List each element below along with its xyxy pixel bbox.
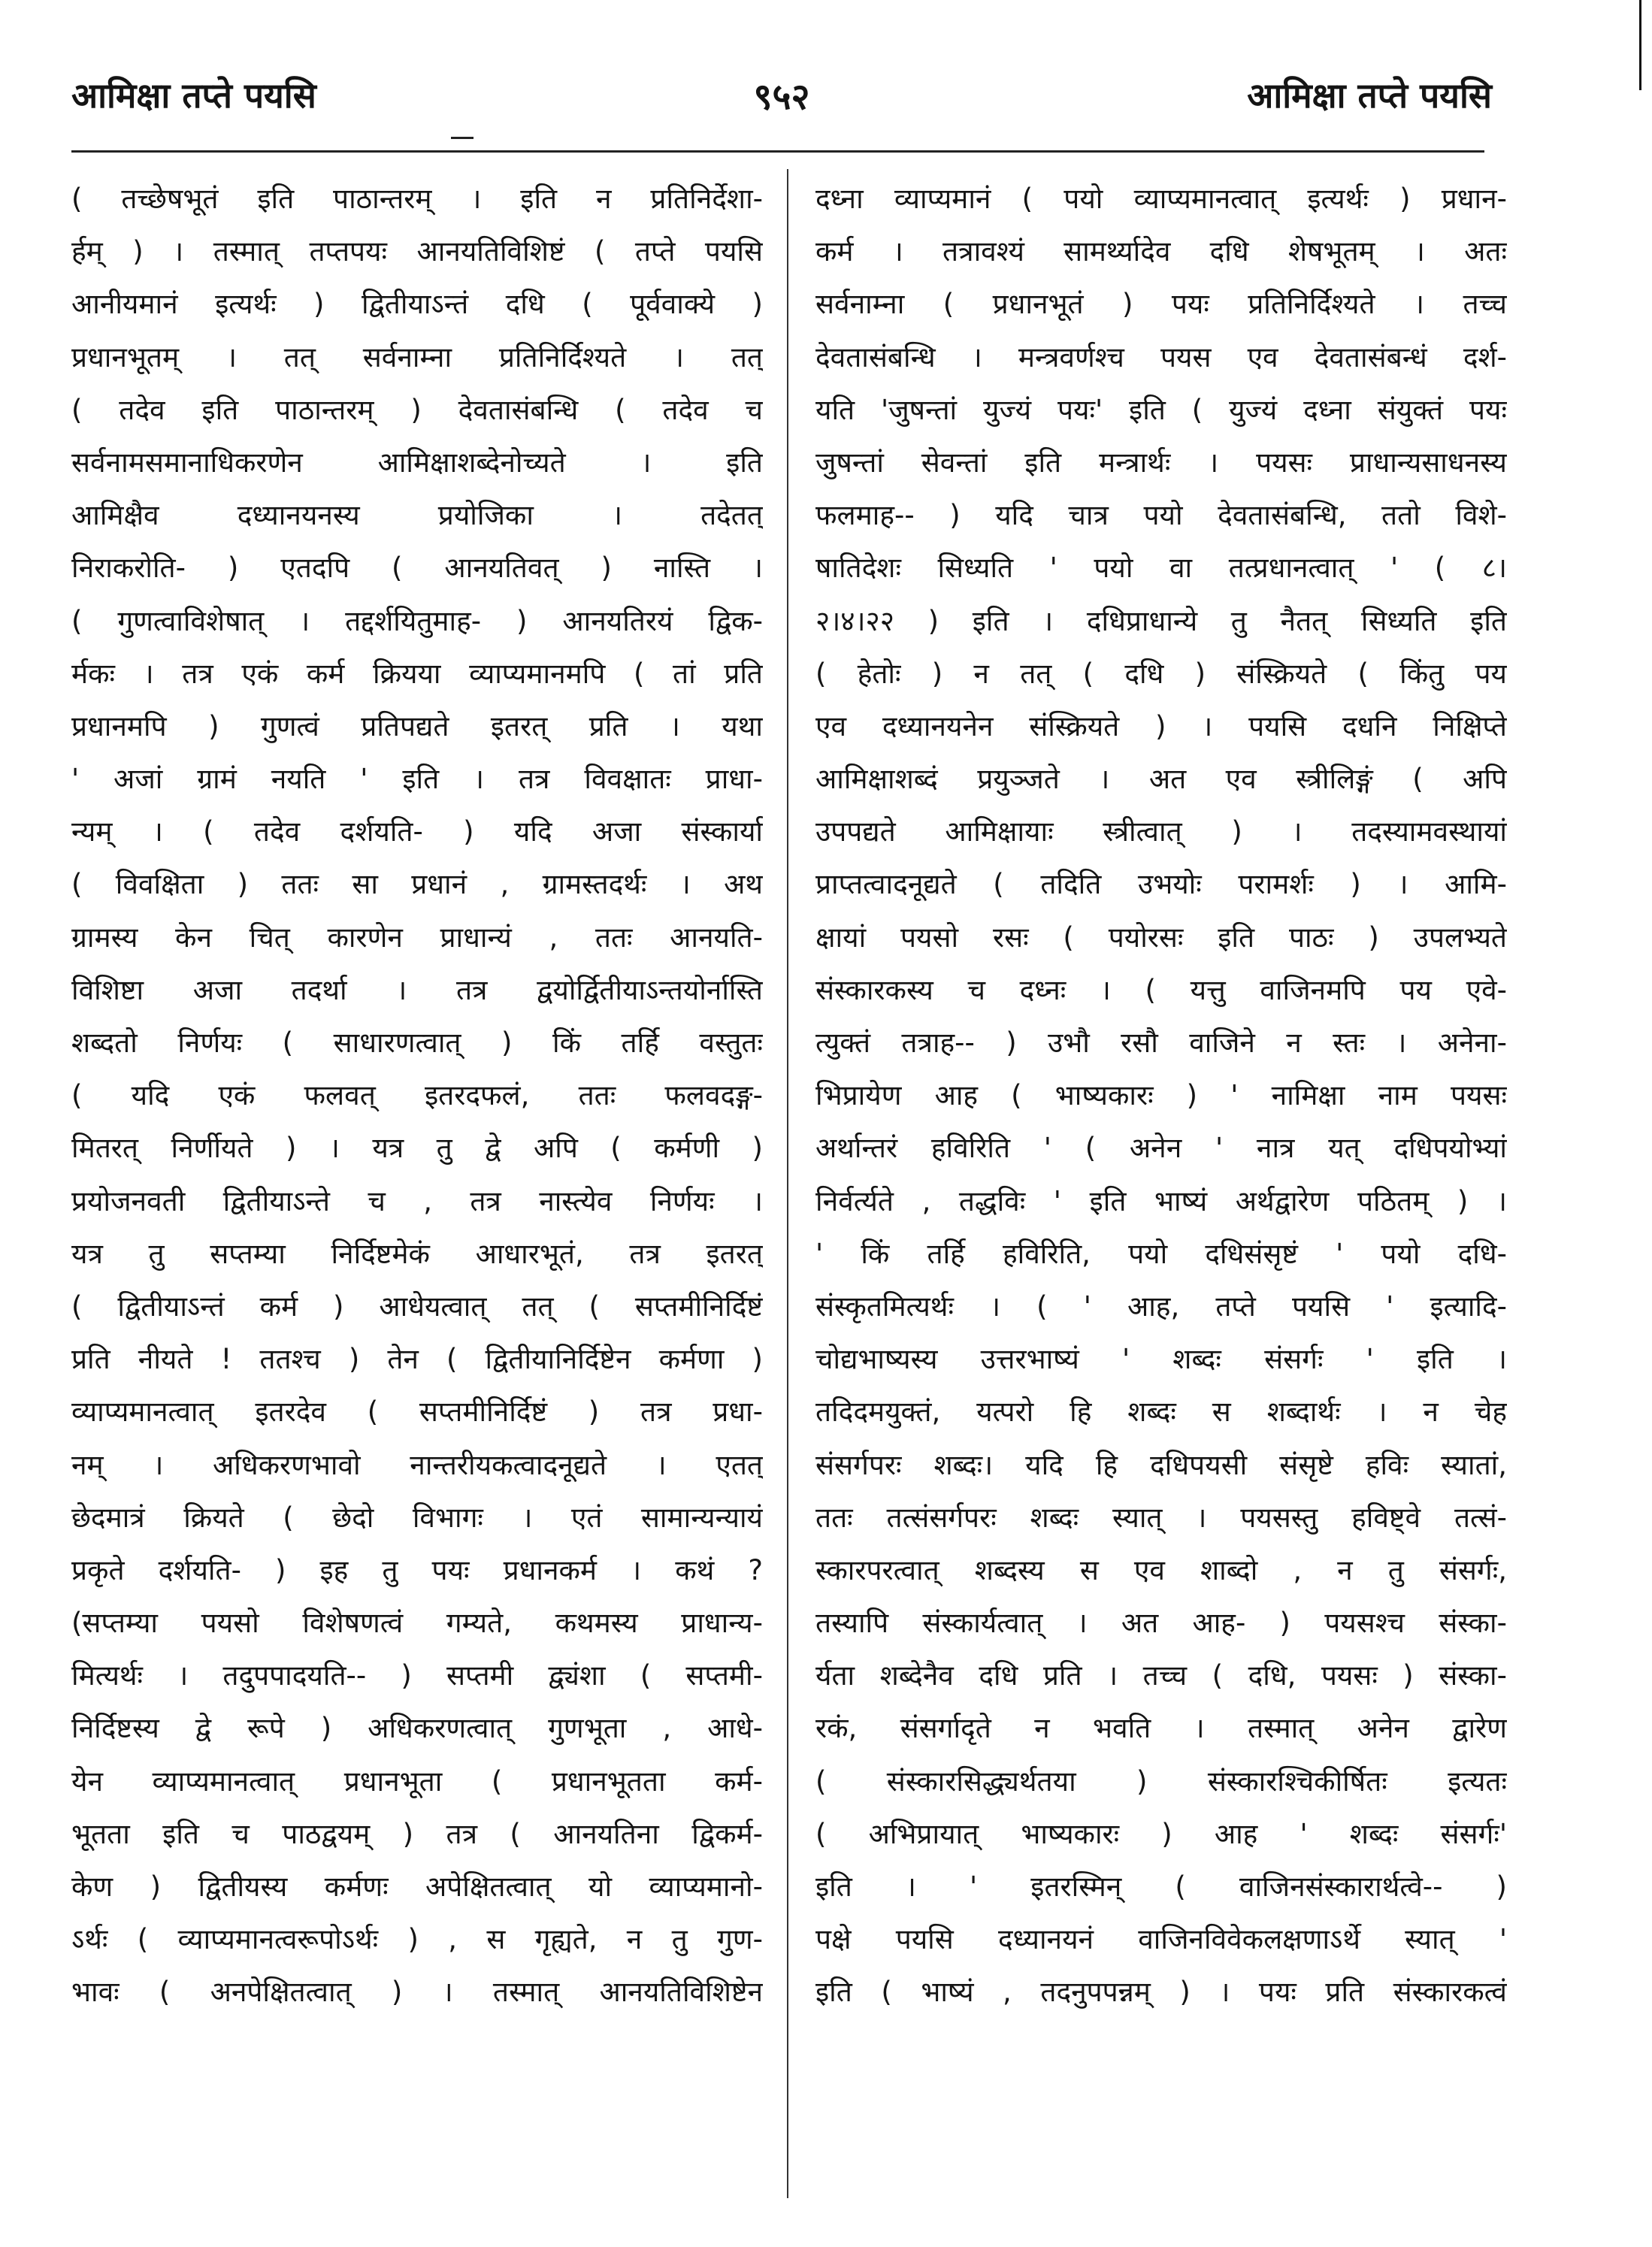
header-tick-mark: [451, 137, 474, 139]
text-line: भिप्रायेण आह ( भाष्यकारः ) ' नामिक्षा नाम पयसः: [815, 1079, 1507, 1112]
text-line: ( हेतोः ) न तत् ( दधि ) संस्क्रियते ( किंतु पय: [815, 657, 1507, 690]
text-line: एव दध्यानयनेन संस्क्रियते ) । पयसि दधनि निक्षिप्ते: [815, 709, 1507, 742]
text-line: प्रयोजनवती द्वितीयाऽन्ते च , तत्र नास्त्येव निर्णयः ।: [71, 1184, 763, 1217]
text-line: आमिक्षाशब्दं प्रयुञ्जते । अत एव स्त्रीलिङ्गं ( अपि: [815, 763, 1507, 796]
text-line: ( संस्कारसिद्ध्यर्थतया ) संस्कारश्चिकीर्षितः इत्यतः: [815, 1765, 1507, 1798]
text-line: ( द्वितीयाऽन्तं कर्म ) आधेयत्वात् तत् ( सप्तमीनिर्दिष्टं: [71, 1290, 763, 1323]
text-line: ( गुणत्वाविशेषात् । तद्दर्शयितुमाह- ) आनयतिरयं द्विक-: [71, 604, 763, 637]
text-line: त्युक्तं तत्राह-- ) उभौ रसौ वाजिने न स्तः । अनेना-: [815, 1027, 1507, 1059]
text-line: भूतता इति च पाठद्वयम् ) तत्र ( आनयतिना द्विकर्म-: [71, 1817, 763, 1850]
text-line: इति । ' इतरस्मिन् ( वाजिनसंस्कारार्थत्वे-- ): [815, 1870, 1507, 1903]
text-line: स्कारपरत्वात् शब्दस्य स एव शाब्दो , न तु संसर्गः,: [815, 1553, 1507, 1586]
text-line: ( तच्छेषभूतं इति पाठान्तरम् । इति न प्रतिनिर्देशा-: [71, 183, 763, 215]
text-line: येन व्याप्यमानत्वात् प्रधानभूता ( प्रधानभूतता कर्म-: [71, 1765, 763, 1798]
text-line: विशिष्टा अजा तदर्था । तत्र द्वयोर्द्वितीयाऽन्तयोर्नास्ति: [71, 973, 763, 1006]
running-header-left: आमिक्षा तप्ते पयसि: [71, 75, 316, 116]
text-line: यत्र तु सप्तम्या निर्दिष्टमेकं आधारभूतं, तत्र इतरत्: [71, 1237, 763, 1270]
text-line: प्रधानभूतम् । तत् सर्वनाम्ना प्रतिनिर्दिश्यते । तत्: [71, 340, 763, 373]
text-line: देवतासंबन्धि । मन्त्रवर्णश्च पयस एव देवतासंबन्धं दर्श-: [815, 340, 1507, 373]
text-line: ' किं तर्हि हविरिति, पयो दधिसंसृष्टं ' पयो दधि-: [815, 1237, 1507, 1270]
text-line: संस्कारकस्य च दध्नः । ( यत्तु वाजिनमपि पय एवे-: [815, 973, 1507, 1006]
text-line: र्मकः । तत्र एकं कर्म क्रियया व्याप्यमानमपि ( तां प्रति: [71, 657, 763, 690]
text-line: भावः ( अनपेक्षितत्वात् ) । तस्मात् आनयतिविशिष्टेन: [71, 1976, 763, 2009]
page-number: ९५२: [753, 76, 810, 118]
text-line: ग्रामस्य केन चित् कारणेन प्राधान्यं , ततः आनयति-: [71, 921, 763, 954]
text-line: र्यता शब्देनैव दधि प्रति । तच्च ( दधि, पयसः ) संस्का-: [815, 1659, 1507, 1692]
text-line: केण ) द्वितीयस्य कर्मणः अपेक्षितत्वात् यो व्याप्यमानो-: [71, 1870, 763, 1903]
text-line: प्राप्तत्वादनूद्यते ( तदिति उभयोः परामर्शः ) । आमि-: [815, 868, 1507, 901]
text-line: ' अजां ग्रामं नयति ' इति । तत्र विवक्षातः प्राधा-: [71, 763, 763, 796]
text-line: ( तदेव इति पाठान्तरम् ) देवतासंबन्धि ( तदेव च: [71, 393, 763, 426]
page-header: [71, 71, 1492, 132]
text-line: ऽर्थः ( व्याप्यमानत्वरूपोऽर्थः ) , स गृह्यते, न तु गुण-: [71, 1923, 763, 1956]
text-line: दध्ना व्याप्यमानं ( पयो व्याप्यमानत्वात् इत्यर्थः ) प्रधान-: [815, 183, 1507, 215]
text-line: ( विवक्षिता ) ततः सा प्रधानं , ग्रामस्तदर्थः । अथ: [71, 868, 763, 901]
text-line: निर्वर्त्यते , तद्धविः ' इति भाष्यं अर्थद्वारेण पठितम् ) ।: [815, 1184, 1507, 1217]
text-line: ( अभिप्रायात् भाष्यकारः ) आह ' शब्दः संसर्गः': [815, 1817, 1507, 1850]
text-line: आनीयमानं इत्यर्थः ) द्वितीयाऽन्तं दधि ( पूर्ववाक्ये ): [71, 288, 763, 321]
text-line: यति 'जुषन्तां युज्यं पयः' इति ( युज्यं दध्ना संयुक्तं पयः: [815, 393, 1507, 426]
text-line: सर्वनाम्ना ( प्रधानभूतं ) पयः प्रतिनिर्दिश्यते । तच्च: [815, 288, 1507, 321]
text-line: मितरत् निर्णीयते ) । यत्र तु द्वे अपि ( कर्मणी ): [71, 1132, 763, 1165]
text-line: उपपद्यते आमिक्षायाः स्त्रीत्वात् ) । तदस्यामवस्थायां: [815, 815, 1507, 848]
text-line: न्यम् । ( तदेव दर्शयति- ) यदि अजा संस्कार्या: [71, 815, 763, 848]
text-line: कर्म । तत्रावश्यं सामर्थ्यादेव दधि शेषभूतम् । अतः: [815, 235, 1507, 268]
header-rule: [71, 150, 1484, 153]
text-line: ततः तत्संसर्गपरः शब्दः स्यात् । पयसस्तु हविष्ट्वे तत्सं-: [815, 1501, 1507, 1534]
text-line: फलमाह-- ) यदि चात्र पयो देवतासंबन्धि, ततो विशे-: [815, 499, 1507, 532]
text-line: प्रकृते दर्शयति- ) इह तु पयः प्रधानकर्म । कथं ?: [71, 1553, 763, 1586]
text-line: मित्यर्थः । तदुपपादयति-- ) सप्तमी द्व्यंशा ( सप्तमी-: [71, 1659, 763, 1692]
text-line: निराकरोति- ) एतदपि ( आनयतिवत् ) नास्ति ।: [71, 552, 763, 585]
right-column: [815, 173, 1507, 2019]
text-line: रकं, संसर्गादृते न भवति । तस्मात् अनेन द्वारेण: [815, 1712, 1507, 1745]
text-line: छेदमात्रं क्रियते ( छेदो विभागः । एतं सामान्यन्यायं: [71, 1501, 763, 1534]
column-divider: [787, 169, 788, 2198]
text-line: तस्यापि संस्कार्यत्वात् । अत आह- ) पयसश्च संस्का-: [815, 1607, 1507, 1640]
text-line: तदिदमयुक्तं, यत्परो हि शब्दः स शब्दार्थः । न चेह: [815, 1396, 1507, 1429]
text-line: र्हम् ) । तस्मात् तप्तपयः आनयतिविशिष्टं ( तप्ते पयसि: [71, 235, 763, 268]
text-line: इति ( भाष्यं , तदनुपपन्नम् ) । पयः प्रति संस्कारकत्वं: [815, 1976, 1507, 2009]
text-line: प्रधानमपि ) गुणत्वं प्रतिपद्यते इतरत् प्रति । यथा: [71, 709, 763, 742]
running-header-right: आमिक्षा तप्ते पयसि: [1247, 75, 1492, 116]
text-line: व्याप्यमानत्वात् इतरदेव ( सप्तमीनिर्दिष्टं ) तत्र प्रधा-: [71, 1396, 763, 1429]
text-line: ( यदि एकं फलवत् इतरदफलं, ततः फलवदङ्ग-: [71, 1079, 763, 1112]
text-line: पक्षे पयसि दध्यानयनं वाजिनविवेकलक्षणाऽर्थे स्यात् ': [815, 1923, 1507, 1956]
text-line: क्षायां पयसो रसः ( पयोरसः इति पाठः ) उपलभ्यते: [815, 921, 1507, 954]
text-line: (सप्तम्या पयसो विशेषणत्वं गम्यते, कथमस्य प्राधान्य-: [71, 1607, 763, 1640]
text-line: षातिदेशः सिध्यति ' पयो वा तत्प्रधानत्वात् ' ( ८।: [815, 552, 1507, 585]
text-line: २।४।२२ ) इति । दधिप्राधान्ये तु नैतत् सिध्यति इति: [815, 604, 1507, 637]
text-line: शब्दतो निर्णयः ( साधारणत्वात् ) किं तर्हि वस्तुतः: [71, 1027, 763, 1059]
text-line: प्रति नीयते ! ततश्च ) तेन ( द्वितीयानिर्दिष्टेन कर्मणा ): [71, 1343, 763, 1376]
text-line: जुषन्तां सेवन्तां इति मन्त्रार्थः । पयसः प्राधान्यसाधनस्य: [815, 446, 1507, 479]
left-column: [71, 173, 763, 2019]
text-line: सर्वनामसमानाधिकरणेन आमिक्षाशब्देनोच्यते । इति: [71, 446, 763, 479]
text-line: चोद्यभाष्यस्य उत्तरभाष्यं ' शब्दः संसर्गः ' इति ।: [815, 1343, 1507, 1376]
text-line: नम् । अधिकरणभावो नान्तरीयकत्वादनूद्यते । एतत्: [71, 1448, 763, 1481]
text-line: संस्कृतमित्यर्थः । ( ' आह, तप्ते पयसि ' इत्यादि-: [815, 1290, 1507, 1323]
text-line: संसर्गपरः शब्दः। यदि हि दधिपयसी संसृष्टे हविः स्यातां,: [815, 1448, 1507, 1481]
text-line: अर्थान्तरं हविरिति ' ( अनेन ' नात्र यत् दधिपयोभ्यां: [815, 1132, 1507, 1165]
text-line: निर्दिष्टस्य द्वे रूपे ) अधिकरणत्वात् गुणभूता , आधे-: [71, 1712, 763, 1745]
text-line: आमिक्षैव दध्यानयनस्य प्रयोजिका । तदेतत्: [71, 499, 763, 532]
page-edge-mark: [1639, 0, 1641, 90]
